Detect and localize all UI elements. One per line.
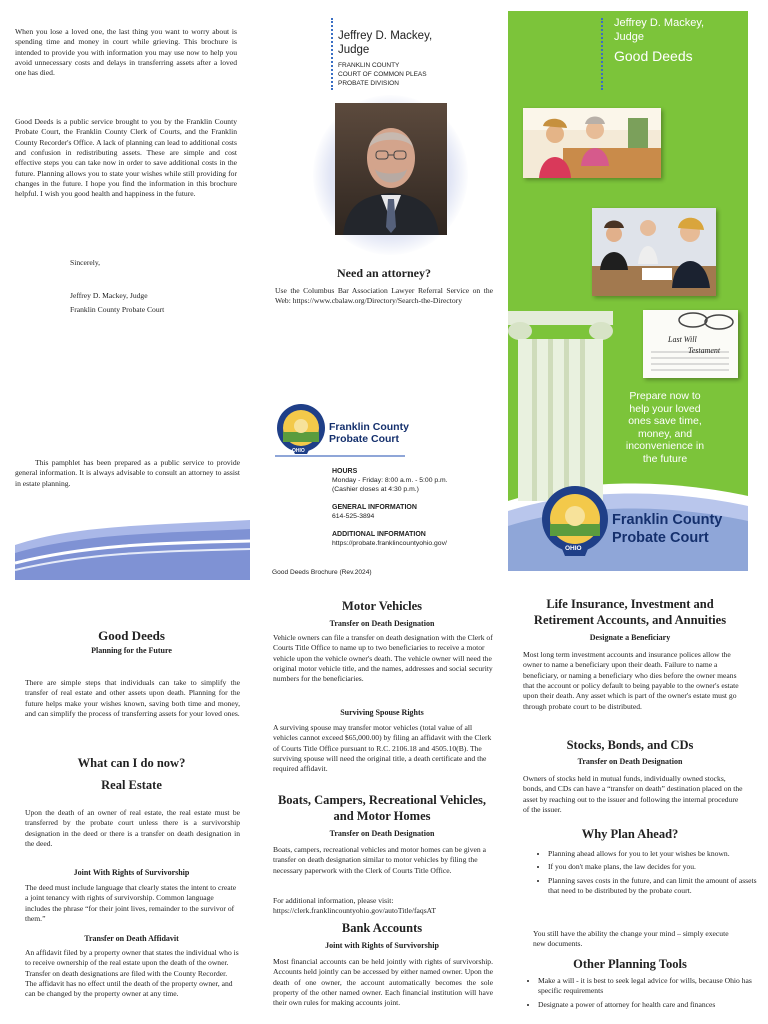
other-tools-list xyxy=(522,976,758,1013)
will-line-2: Testament xyxy=(688,346,721,355)
seal-ohio-cover: OHIO xyxy=(565,545,582,552)
joint-heading: Joint With Rights of Survivorship xyxy=(73,868,190,877)
will-line-1: Last Will xyxy=(668,335,697,344)
surviving-spouse-heading: Surviving Spouse Rights xyxy=(340,708,424,717)
judge-portrait xyxy=(335,103,447,235)
tools-item: • Make a will - it is best to seek legal advice for wills, because Ohio has specific requirements xyxy=(538,976,758,997)
court-line-1: FRANKLIN COUNTY xyxy=(338,62,400,69)
judge-title: Judge xyxy=(338,44,370,56)
photo-family-table xyxy=(523,108,661,178)
planning-subtitle: Planning for the Future xyxy=(91,646,172,655)
life-insurance-heading-line-1: Life Insurance, Investment and xyxy=(546,597,714,611)
hours-label: HOURS xyxy=(332,468,358,475)
surviving-spouse-text: A surviving spouse may transfer motor vehicles (total value of all vehicles cannot exceed $65,000.00) by filing an affidavit with the Clerk of Courts Title Office pursuant to R.C. 2106.18 and 4505.10(B). The surviving spouse will need the original title, a death certificate and the required affidavit. xyxy=(273,723,492,774)
boats-heading-line-1: Boats, Campers, Recreational Vehicles, xyxy=(277,793,487,807)
cover-logo-line-2: Probate Court xyxy=(612,530,709,546)
planning-intro: There are simple steps that individuals can take to simplify the transfer of real estate and other assets upon death. Planning for the future helps make your wishes known, saving both time and money, and can simplify the process of transferring assets for your loved ones. xyxy=(25,678,240,718)
boats-tod-heading: Transfer on Death Designation xyxy=(329,829,435,838)
boats-more-info[interactable]: For additional information, please visit: https://clerk.franklincountyohio.gov/autoTitle/faqsAT xyxy=(273,896,436,916)
signature-name: Jeffrey D. Mackey, Judge xyxy=(70,291,148,300)
court-line-3: PROBATE DIVISION xyxy=(338,80,399,87)
designate-beneficiary-heading: Designate a Beneficiary xyxy=(589,633,671,642)
boats-heading-line-2: and Motor Homes xyxy=(333,809,431,823)
sincerely-text: Sincerely, xyxy=(70,258,101,267)
motor-vehicles-heading: Motor Vehicles xyxy=(342,599,422,613)
stocks-heading: Stocks, Bonds, and CDs xyxy=(566,738,694,752)
life-insurance-text: Most long term investment accounts and insurance polices allow the owner to name a beneficiary upon their death. Failure to name a beneficiary, or naming a beneficiary who dies before the owner means that the account or policy default to being payable to the owner's estate upon their death. Any asset which is part of the owner's estate must go through probate court to be distributed. xyxy=(523,650,739,711)
tools-item: • Designate a power of attorney for health care and finances xyxy=(538,1000,758,1010)
general-info-phone: 614-525-3894 xyxy=(332,513,375,520)
other-tools-heading: Other Planning Tools xyxy=(573,957,687,971)
why-plan-item: • Planning saves costs in the future, and can limit the amount of assets that need to be distributed by the probate court. xyxy=(548,876,758,897)
stocks-text: Owners of stocks held in mutual funds, individually owned stocks, bonds, and CDs can have a “transfer on death” destination placed on the asset by reaching out to the issuer and following the internal procedure of the issuer. xyxy=(523,774,743,814)
hours-line-1: Monday - Friday: 8:00 a.m. - 5:00 p.m. xyxy=(332,477,448,484)
additional-info-url[interactable]: https://probate.franklincountyohio.gov/ xyxy=(332,540,447,547)
brochure-revision: Good Deeds Brochure (Rev.2024) xyxy=(272,569,372,576)
bank-accounts-text: Most financial accounts can be held jointly with rights of survivorship. Accounts held jointly can be accessed by either named owner. Upon the death of one owner, the account automatically becomes the sole property of the other named owner. Each financial institution will have their own rules for making accounts joint. xyxy=(273,957,493,1008)
real-estate-text: Upon the death of an owner of real estate, the real estate must be transferred by the probate court unless there is a survivorship designation in the deed or there is a transfer on death designation in the deed. xyxy=(25,808,240,848)
why-plan-item: • If you don't make plans, the law decides for you. xyxy=(548,862,758,872)
what-can-i-do-heading: What can I do now? xyxy=(77,756,186,770)
change-mind-text: You still have the ability the change your mind – simply execute new documents. xyxy=(533,929,729,949)
disclaimer-text: This pamphlet has been prepared as a public service to provide general information. It is always advisable to consult an attorney to assist in estate planning. xyxy=(15,458,240,488)
why-plan-heading: Why Plan Ahead? xyxy=(581,827,679,841)
court-line-2: COURT OF COMMON PLEAS xyxy=(338,71,427,78)
real-estate-heading: Real Estate xyxy=(101,778,162,792)
hours-line-2: (Cashier closes at 4:30 p.m.) xyxy=(332,486,419,493)
tod-affidavit-text: An affidavit filed by a property owner that states the individual who is to receive ownership of the real estate upon the death of the owner. Transfer on death designations are filed with the County Recorder. The affidavit has no effect until the death of the property owner, and can be changed by the property owner at any time. xyxy=(25,948,239,999)
motor-tod-heading: Transfer on Death Designation xyxy=(329,619,435,628)
cover-judge-title: Judge xyxy=(614,31,644,43)
logo-line-1-small: Franklin County xyxy=(329,421,409,433)
good-deeds-title: Good Deeds xyxy=(98,628,165,643)
cover-title: Good Deeds xyxy=(614,48,693,64)
tod-affidavit-heading: Transfer on Death Affidavit xyxy=(84,934,179,943)
stocks-tod-heading: Transfer on Death Designation xyxy=(577,757,683,766)
column-graphic xyxy=(508,311,613,501)
attorney-heading: Need an attorney? xyxy=(337,266,431,280)
why-plan-item: • Planning ahead allows for you to let your wishes be known. xyxy=(548,849,758,859)
joint-text: The deed must include language that clearly states the intent to create a joint tenancy with rights of survivorship. Common language includes the phrase “for their joint lives, remainder to the survivor of them.” xyxy=(25,883,237,923)
dotted-divider xyxy=(331,18,333,90)
cover-tagline: Prepare now to help your loved ones save time, money, and inconvenience in the future xyxy=(625,390,705,465)
photo-will-document xyxy=(643,310,738,378)
general-info-label: GENERAL INFORMATION xyxy=(332,504,417,511)
logo-line-2-small: Probate Court xyxy=(329,433,400,445)
bank-joint-heading: Joint with Rights of Survivorship xyxy=(325,941,439,950)
additional-info-label: ADDITIONAL INFORMATION xyxy=(332,531,426,538)
cover-judge-name: Jeffrey D. Mackey, xyxy=(614,17,705,29)
life-insurance-heading-line-2: Retirement Accounts, and Annuities xyxy=(533,613,727,627)
cover-logo-line-1: Franklin County xyxy=(612,512,723,528)
why-plan-list xyxy=(532,849,758,899)
boats-text: Boats, campers, recreational vehicles and motor homes can be given a transfer on death designation similar to motor vehicles by filing the necessary paperwork with the Clerk of Courts Title Office. xyxy=(273,845,486,875)
photo-advisor-meeting xyxy=(592,208,716,296)
seal-ohio-small: OHIO xyxy=(292,448,305,454)
bank-accounts-heading: Bank Accounts xyxy=(341,921,423,935)
cover-dotted-divider xyxy=(601,18,603,90)
attorney-text: Use the Columbus Bar Association Lawyer Referral Service on the Web: https://www.cbalaw.org/Directory/Search-the-Directory xyxy=(275,286,493,306)
judge-name: Jeffrey D. Mackey, xyxy=(338,30,433,42)
logo-underline xyxy=(275,455,405,457)
motor-vehicles-text: Vehicle owners can file a transfer on death designation with the Clerk of Courts Title Office to name up to two beneficiaries to receive a motor vehicle upon the vehicle owner's death. The vehicle owner will need the original motor vehicle title, and the names, addresses and social security numbers for the beneficiaries. xyxy=(273,633,493,684)
wave-graphic xyxy=(15,515,250,580)
intro-paragraph: When you lose a loved one, the last thing you want to worry about is spending time and money in court while grieving. This brochure is intended to provide you with information you may use now to help you avoid unnecessary costs and delays in transferring assets after a loved one has died. xyxy=(15,27,237,78)
welcome-paragraph: Good Deeds is a public service brought to you by the Franklin County Probate Court, the Franklin County Clerk of Courts, and the Franklin County Recorder's Office. A lack of planning can lead to additional costs and confusion in redistributing assets. These are simple and cost effective steps you can take now in order to save additional costs in the future. Planning allows you to state your wishes while still providing for changes in the future. I hope you find the information in this brochure helpful. I wish you good health and happiness in the future. xyxy=(15,117,237,199)
signature-court: Franklin County Probate Court xyxy=(70,305,165,314)
